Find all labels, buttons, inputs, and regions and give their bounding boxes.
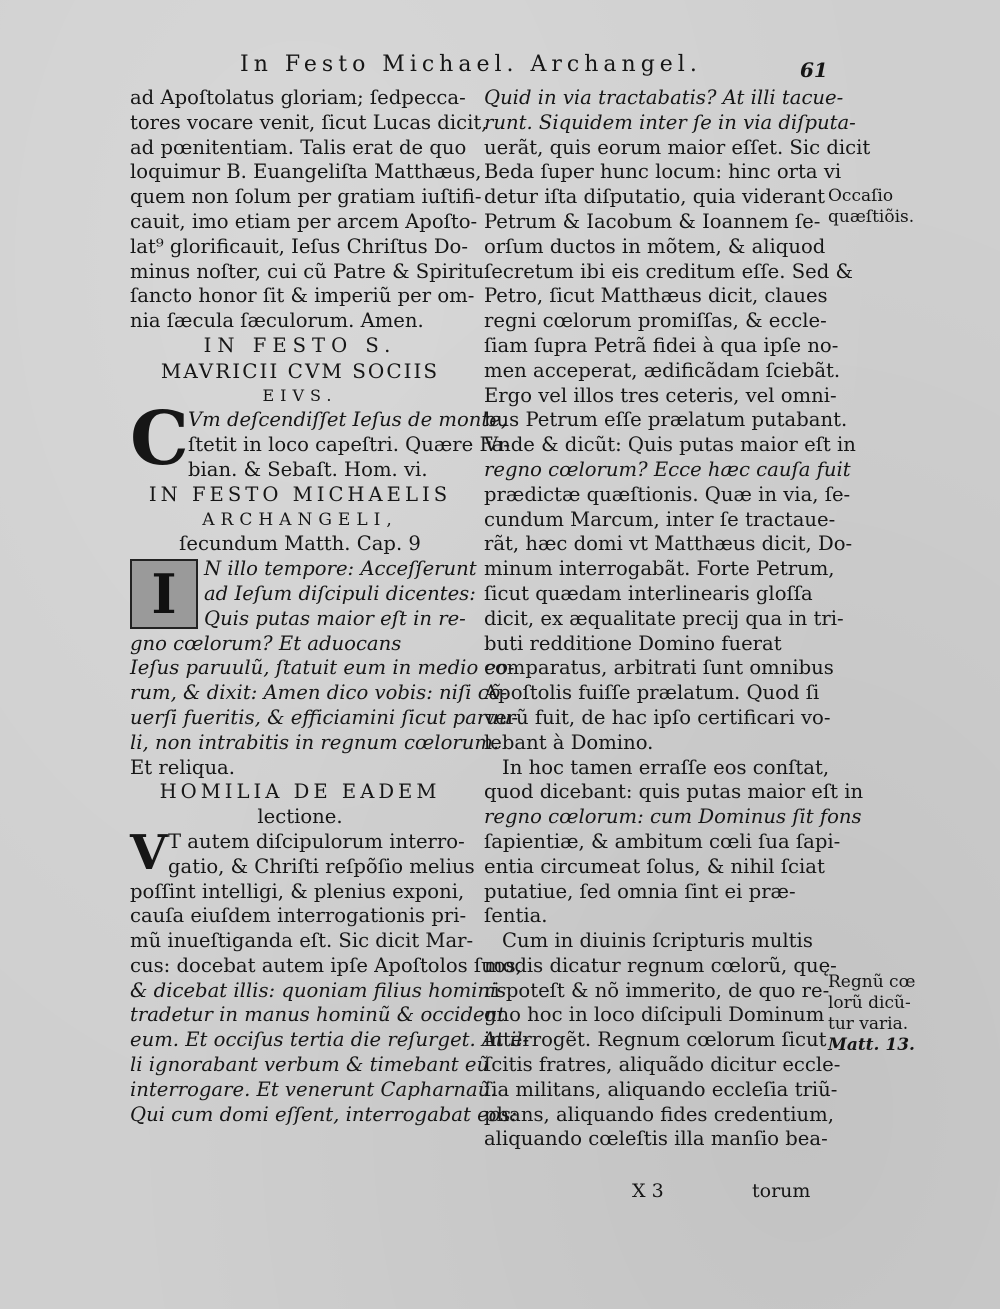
text-line: tores vocare venit, ſicut Lucas dicit,: [130, 110, 488, 134]
signature-mark: X 3: [632, 1180, 664, 1202]
text-line: tradetur in manus hominũ & occident: [130, 1003, 506, 1027]
heading-line: MAVRICII CVM SOCIIS: [160, 358, 440, 383]
text-line: lat⁹ glorificauit, Ieſus Chriſtus Do-: [130, 234, 468, 258]
marginal-note-occasio: [828, 186, 914, 228]
text-line: ſicut quædam interlinearis gloſſa: [484, 581, 813, 605]
text-line: prædictæ quæſtionis. Quæ in via, ſe-: [484, 482, 851, 506]
text-line: gatio, & Chriſti reſpõſio melius: [168, 854, 475, 878]
text-line: ſecretum ibi eis creditum eſſe. Sed &: [484, 259, 853, 283]
drop-cap-c: C: [130, 396, 189, 483]
text-line: Ieſus paruulũ, ſtatuit eum in medio eo-: [130, 656, 515, 680]
text-line: Quid in via tractabatis? At illi tacue-: [484, 86, 844, 109]
text-line: gno hoc in loco diſcipuli Dominum: [484, 1003, 825, 1027]
text-line: cauit, imo etiam per arcem Apoſto-: [130, 209, 478, 233]
text-line: ſtetit in loco capeſtri. Quære Fa-: [188, 433, 511, 457]
text-line: ad pœnitentiam. Talis erat de quo: [130, 135, 467, 159]
text-line: ſapientiæ, & ambitum cœli ſua ſapi-: [484, 829, 841, 853]
text-line: detur iſta diſputatio, quia viderant: [484, 185, 826, 209]
text-line: bian. & Sebaſt. Hom. vi.: [188, 457, 428, 481]
text-line: mũ inueſtiganda eſt. Sic dicit Mar-: [130, 929, 474, 953]
text-line: modis dicatur regnum cœlorũ, quę-: [484, 953, 837, 977]
text-line: cauſa eiuſdem interrogationis pri-: [130, 904, 467, 928]
folio-number: 61: [800, 58, 828, 82]
text-line: minum interrogabãt. Forte Petrum,: [484, 557, 835, 581]
text-line: regno cœlorum? Ecce hæc cauſa fuit: [484, 457, 851, 481]
text-line: quod dicebant: quis putas maior eſt in: [484, 780, 864, 804]
text-line: In hoc tamen erraſſe eos conſtat,: [502, 755, 830, 779]
text-line: lebant à Domino.: [484, 730, 654, 754]
homily-opening: [130, 824, 475, 881]
text-line: aliquando cœleſtis illa manſio bea-: [484, 1127, 828, 1151]
text-line: entia circumeat ſolus, & nihil ſciat: [484, 854, 825, 878]
text-line: loquimur B. Euangeliſta Matthæus,: [130, 160, 482, 184]
text-line: Vnde & dicũt: Quis putas maior eſt in: [484, 433, 856, 457]
catchword: torum: [752, 1180, 811, 1202]
text-line: regno cœlorum: cum Dominus ſit fons: [484, 805, 862, 829]
text-line: ſia militans, aliquando eccleſia triũ-: [484, 1077, 838, 1101]
gospel-reading-continued: [130, 656, 519, 780]
text-line: ſentia.: [484, 904, 548, 928]
marginal-line: Occaſio: [828, 186, 894, 206]
text-line: verũ fuit, de hac ipſo certificari vo-: [484, 705, 831, 729]
text-line: cus: docebat autem ipſe Apoſtolos ſuos,: [130, 953, 522, 977]
text-line: minus noſter, cui cũ Patre & Spiritu: [130, 259, 485, 283]
text-line: N illo tempore: Acceſſerunt: [204, 557, 477, 581]
text-line: Quis putas maior eſt in re-: [204, 606, 466, 630]
text-line: men acceperat, ædificãdam ſciebãt.: [484, 358, 841, 382]
heading-line: lectione.: [257, 805, 343, 829]
text-line: uerãt, quis eorum maior eſſet. Sic dicit: [484, 135, 871, 159]
text-line: putatiue, ſed omnia ſint ei præ-: [484, 879, 796, 903]
marginal-line: lorũ dicũ-: [828, 993, 911, 1013]
text-line: ri poteſt & nõ immerito, de quo re-: [484, 978, 830, 1002]
heading-line: IN FESTO S.: [203, 333, 397, 357]
marginal-line: Regnũ cœ: [828, 972, 916, 992]
marginal-note-regnum: [828, 972, 915, 1056]
paragraph-cum-descendisset: [130, 396, 511, 483]
marginal-line: tur varia.: [828, 1014, 909, 1034]
paragraph-matthew-end: [130, 86, 488, 334]
heading-line: ARCHANGELI,: [202, 509, 398, 530]
text-line: li, non intrabitis in regnum cœlorum.: [130, 730, 500, 754]
heading-line: EIVS.: [262, 385, 338, 405]
text-line: ſiam ſupra Petrã fidei à qua ipſe no-: [484, 333, 839, 357]
text-line: rum, & dixit: Amen dico vobis: niſi cõ-: [130, 681, 508, 705]
text-line: quem non ſolum per gratiam iuſtifi-: [130, 185, 482, 209]
ornamental-initial-i: I: [130, 559, 198, 629]
text-line: orſum ductos in mõtem, & aliquod: [484, 234, 826, 258]
text-line: ad Apoſtolatus gloriam; ſedpecca-: [130, 86, 466, 109]
text-line: gno cœlorum? Et aduocans: [130, 631, 402, 655]
text-line: Qui cum domi eſſent, interrogabat eos:: [130, 1102, 518, 1126]
running-head: In Festo Michael. Archangel.: [240, 52, 702, 77]
text-line: & dicebat illis: quoniam filius hominis: [130, 978, 507, 1002]
text-line: ad Ieſum diſcipuli dicentes:: [204, 581, 476, 605]
text-line: T autem diſcipulorum interro-: [168, 829, 465, 853]
text-line: Beda ſuper hunc locum: hinc orta vi: [484, 160, 842, 184]
text-line: rãt, hæc domi vt Matthæus dicit, Do-: [484, 532, 853, 556]
gospel-reading: [130, 557, 477, 656]
heading-line: IN FESTO MICHAELIS: [148, 482, 452, 506]
text-line: comparatus, arbitrati ſunt omnibus: [484, 656, 834, 680]
text-line: regni cœlorum promiſſas, & eccle-: [484, 309, 827, 333]
text-line: ſancto honor ſit & imperiũ per om-: [130, 284, 475, 308]
text-line: buti redditione Domino fuerat: [484, 631, 782, 655]
text-line: dicit, ex æqualitate precij qua in tri-: [484, 606, 844, 630]
text-line: Petro, ſicut Matthæus dicit, claues: [484, 284, 828, 308]
text-line: li ignorabant verbum & timebant eũ: [130, 1053, 490, 1077]
text-line: Cum in diuinis ſcripturis multis: [502, 929, 813, 953]
text-line: poſſint intelligi, & plenius exponi,: [130, 879, 465, 903]
text-line: runt. Siquidem inter ſe in via diſputa-: [484, 110, 856, 134]
heading-line: ſecundum Matth. Cap. 9: [179, 532, 421, 556]
drop-cap-v: V: [130, 824, 168, 881]
text-line: Et reliqua.: [130, 755, 235, 779]
text-line: uerſi fueritis, & efficiamini ſicut paruu-: [130, 705, 519, 729]
heading-line: HOMILIA DE EADEM: [159, 780, 441, 804]
text-line: Ergo vel illos tres ceteris, vel omni-: [484, 383, 837, 407]
heading-michaelis: [130, 483, 470, 557]
text-line: ſcitis fratres, aliquãdo dicitur eccle-: [484, 1053, 841, 1077]
text-line: Petrum & Iacobum & Ioannem ſe-: [484, 209, 821, 233]
text-line: Apoſtolis fuiſſe prælatum. Quod ſi: [484, 681, 820, 705]
text-line: cundum Marcum, inter ſe tractaue-: [484, 507, 836, 531]
marginal-line: quæſtiõis.: [828, 207, 915, 227]
text-line: interrogare. Et venerunt Capharnaũ.: [130, 1077, 497, 1101]
heading-homilia: [130, 780, 470, 830]
text-line: eum. Et occiſus tertia die reſurget. At il-: [130, 1028, 530, 1052]
text-line: nia ſæcula ſæculorum. Amen.: [130, 309, 424, 333]
text-line: phans, aliquando fides credentium,: [484, 1102, 834, 1126]
marginal-line: Matt. 13.: [828, 1035, 915, 1055]
text-line: interrogẽt. Regnum cœlorum ſicut: [484, 1028, 827, 1052]
text-line: bus Petrum eſſe prælatum putabant.: [484, 408, 848, 432]
text-line: Vm deſcendiſſet Ieſus de monte,: [188, 408, 508, 432]
